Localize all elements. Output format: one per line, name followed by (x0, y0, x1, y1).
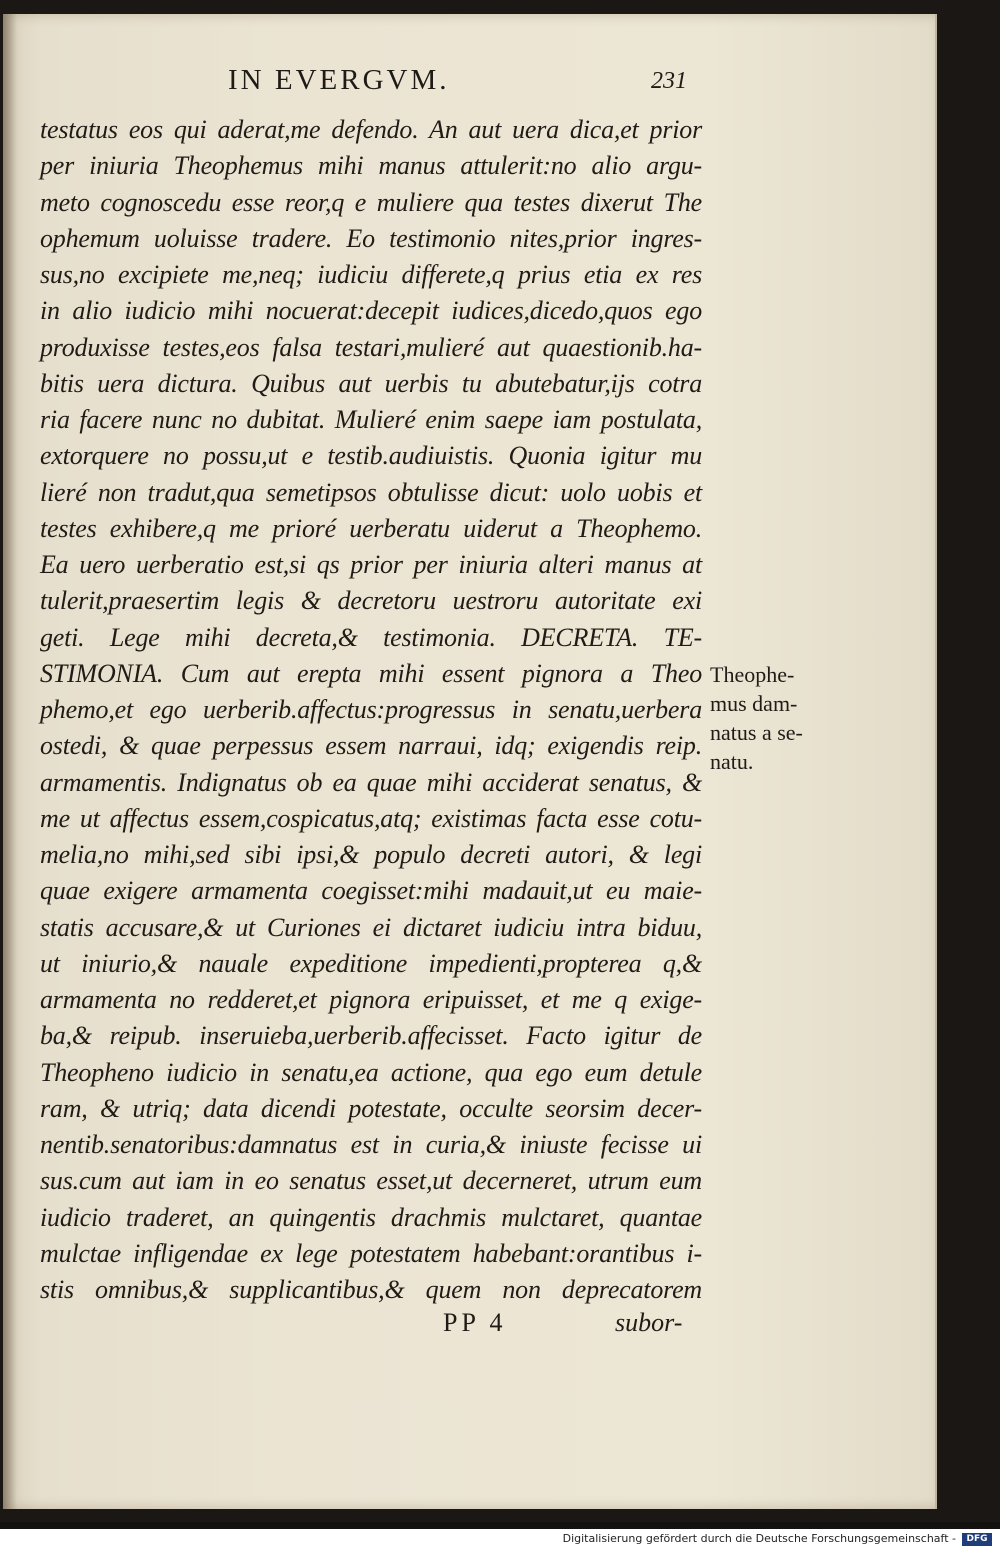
text-line: Ea uero uerberatio est,si qs prior per iniuria alteri manus at (40, 550, 702, 579)
text-line: meto cognoscedu esse reor,q e muliere qua testes dixerut The (40, 187, 702, 217)
marginal-note (710, 660, 835, 776)
running-title: IN EVERGVM. (228, 64, 450, 96)
page-number: 231 (651, 68, 687, 94)
marginal-note-line: Theophe- (710, 662, 795, 687)
text-line: produxisse testes,eos falsa testari,mulieré aut quaestionib.ha- (40, 332, 702, 362)
marginal-note-line: mus dam- (710, 691, 798, 716)
marginal-note-line: natu. (710, 749, 754, 774)
text-line: mulctae infligendae ex lege potestatem habebant:orantibus i- (40, 1238, 702, 1268)
text-line: ut iniurio,& nauale expeditione impedienti,propterea q,& (40, 948, 702, 978)
text-line: melia,no mihi,sed sibi ipsi,& populo decreti autori, & legi (40, 840, 702, 869)
text-line: testatus eos qui aderat,me defendo. An aut uera dica,et prior (40, 115, 702, 144)
text-line: extorquere no possu,ut e testib.audiuistis. Quonia igitur mu (40, 441, 702, 471)
text-line: iudicio traderet, an quingentis drachmis mulctaret, quantae (40, 1202, 702, 1232)
text-line: nentib.senatoribus:damnatus est in curia,& iniuste fecisse ui (40, 1130, 702, 1159)
text-line: armamenta no redderet,et pignora eripuisset, et me q exige- (40, 985, 702, 1014)
attribution-bar (0, 1529, 1000, 1551)
text-line: ostedi, & quae perpessus essem narraui, idq; exigendis reip. (40, 731, 702, 761)
book-page (3, 14, 937, 1509)
text-line: sus.cum aut iam in eo senatus esset,ut decerneret, utrum eum (40, 1166, 702, 1196)
text-line: lieré non tradut,qua semetipsos obtulisse dicut: uolo uobis et (40, 477, 702, 507)
gutter-shadow (3, 14, 17, 1509)
text-line: phemo,et ego uerberib.affectus:progressus in senatu,uerbera (40, 695, 702, 724)
text-line: ba,& reipub. inseruieba,uerberib.affecisset. Facto igitur de (40, 1021, 702, 1051)
text-line: ophemum uoluisse tradere. Eo testimonio nites,prior ingres- (40, 223, 702, 253)
text-line: stis omnibus,& supplicantibus,& quem non deprecatorem (40, 1275, 702, 1304)
text-line: STIMONIA. Cum aut erepta mihi essent pignora a Theo (40, 658, 702, 688)
text-line: in alio iudicio mihi nocuerat:decepit iudices,dicedo,quos ego (40, 296, 702, 326)
text-line: bitis uera dictura. Quibus aut uerbis tu abutebatur,ijs cotra (40, 368, 702, 398)
text-line: geti. Lege mihi decreta,& testimonia. DECRETA. TE- (40, 622, 702, 652)
catchword: subor- (615, 1308, 683, 1337)
text-line: testes exhibere,q me prioré uerberatu uiderut a Theophemo. (40, 513, 702, 543)
text-line: armamentis. Indignatus ob ea quae mihi acciderat senatus, & (40, 767, 702, 797)
attribution-text: Digitalisierung gefördert durch die Deutsche Forschungsgemeinschaft - (562, 1532, 956, 1545)
signature-line (403, 1304, 703, 1344)
text-line: per iniuria Theophemus mihi manus attulerit:no alio argu- (40, 151, 702, 181)
text-line: Theopheno iudicio in senatu,ea actione, qua ego eum detule (40, 1057, 702, 1087)
text-line: quae exigere armamenta coegisset:mihi madauit,ut eu maie- (40, 876, 702, 906)
marginal-note-line: natus a se- (710, 720, 803, 745)
text-line: ram, & utriq; data dicendi potestate, occulte seorsim decer- (40, 1093, 702, 1123)
text-line: tulerit,praesertim legis & decretoru uestroru autoritate exi (40, 586, 702, 616)
text-line: statis accusare,& ut Curiones ei dictaret iudiciu intra biduu, (40, 912, 702, 942)
dfg-logo: DFG (962, 1533, 992, 1546)
signature-mark: PP 4 (443, 1308, 507, 1337)
running-head (3, 60, 935, 100)
body-text (40, 112, 702, 1308)
text-line: sus,no excipiete me,neq; iudiciu differete,q prius etia ex res (40, 260, 702, 289)
text-line: me ut affectus essem,cospicatus,atq; existimas facta esse cotu- (40, 803, 702, 833)
text-line: ria facere nunc no dubitat. Mulieré enim saepe iam postulata, (40, 405, 702, 434)
